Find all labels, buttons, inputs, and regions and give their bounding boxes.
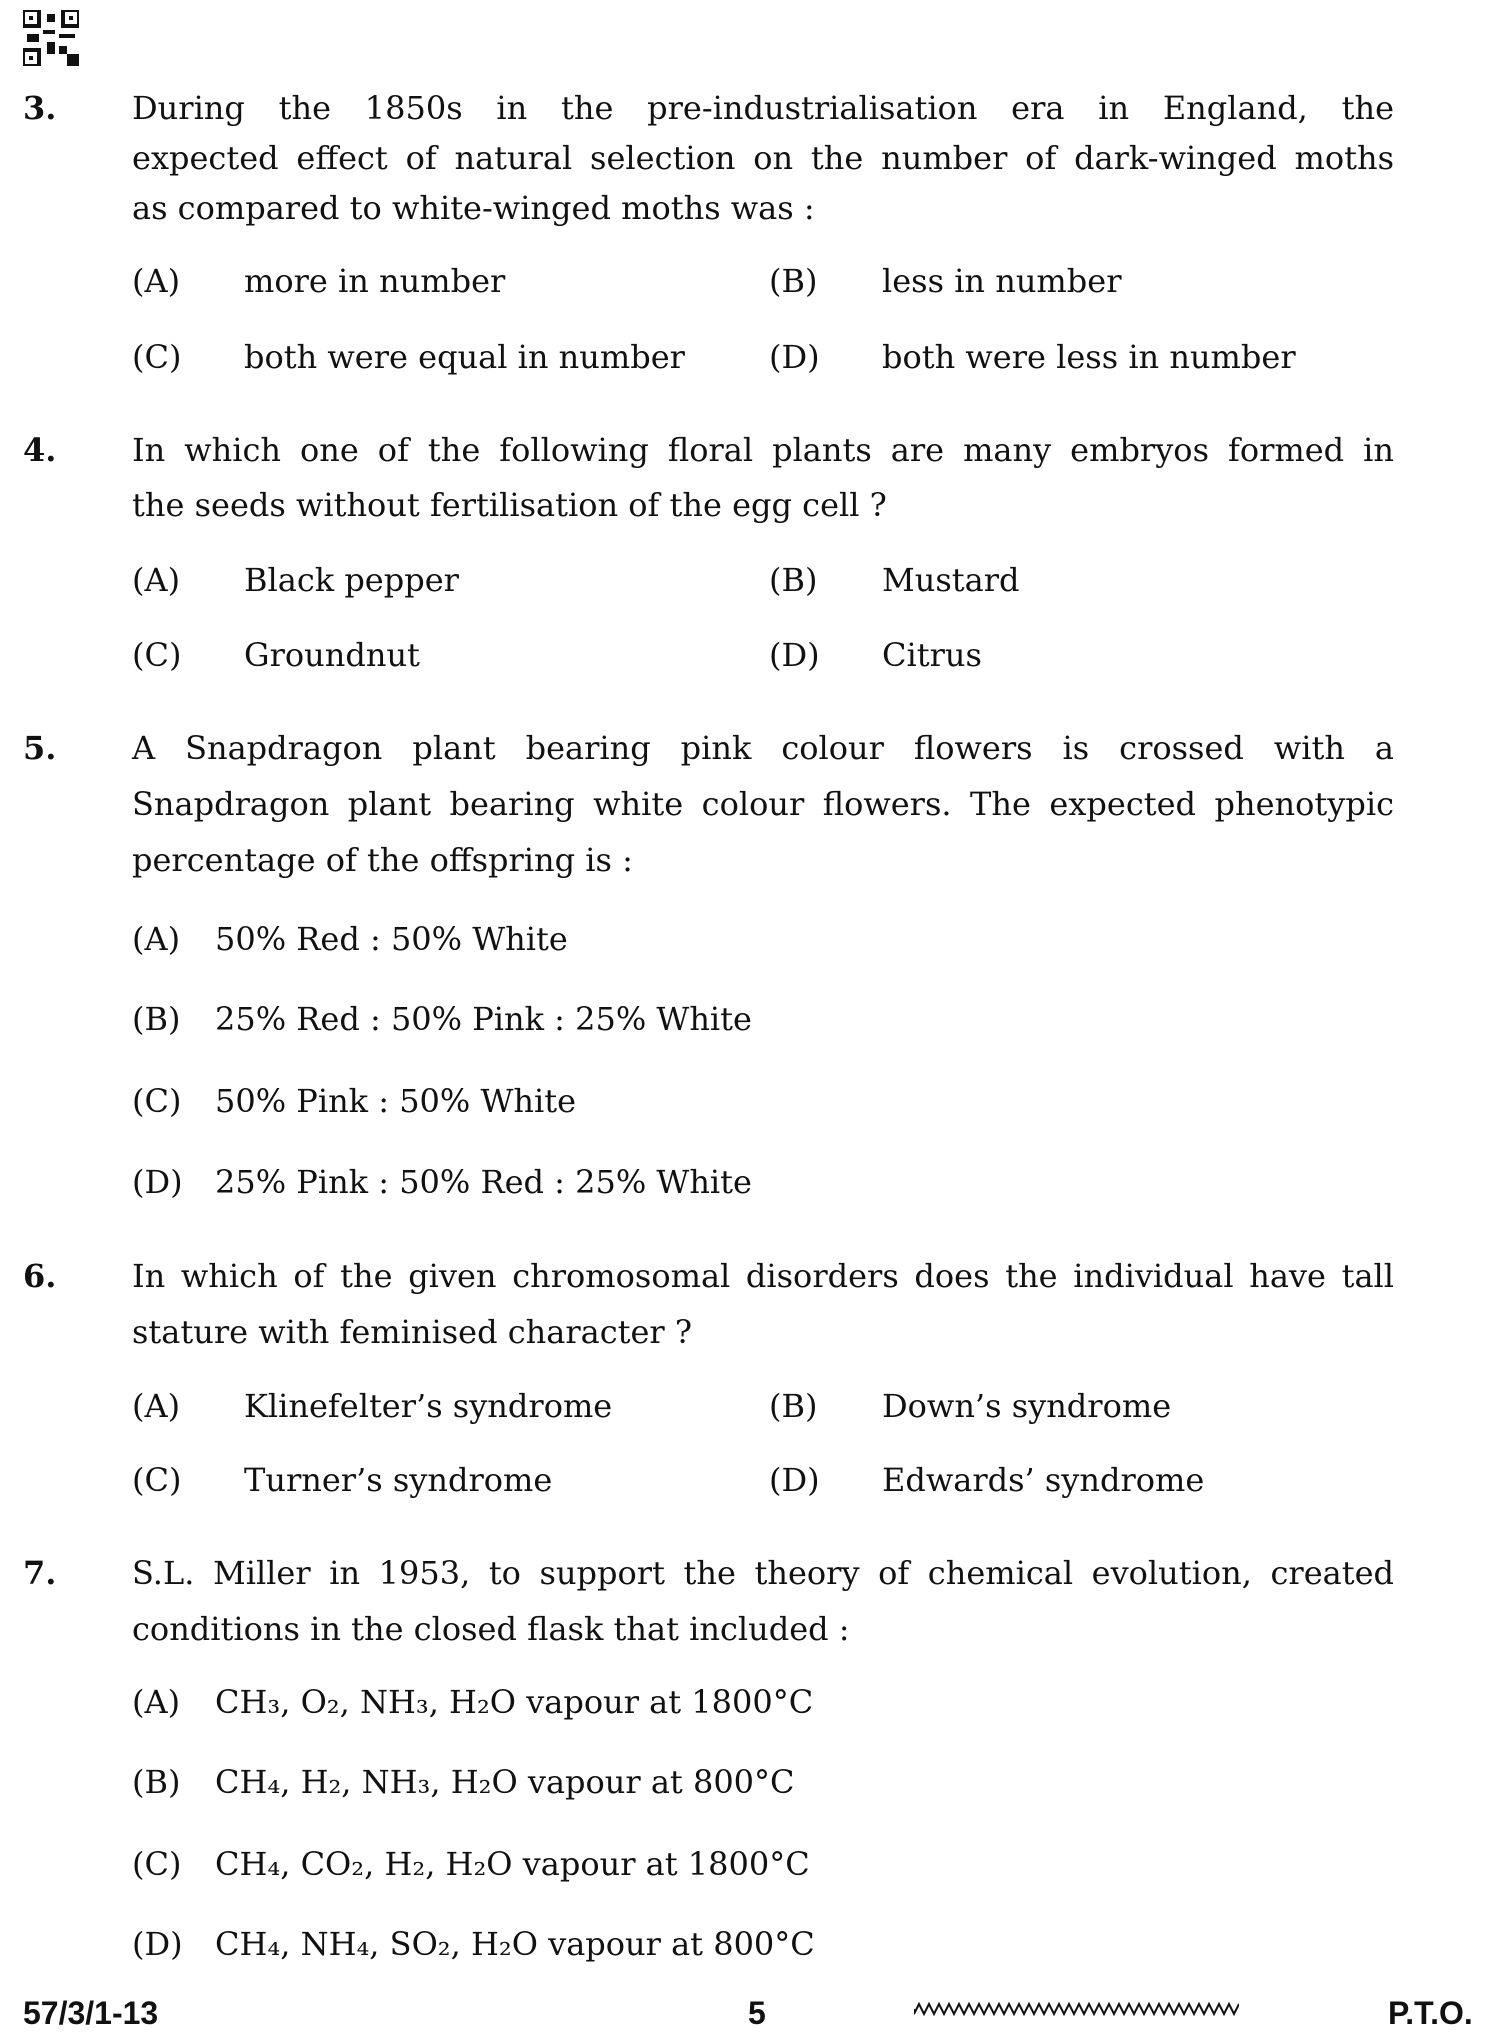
option-label: (B) <box>769 1387 818 1425</box>
question-text-line: In which one of the following floral plants are many embryos formed in <box>132 431 1394 469</box>
option-label: (C) <box>132 1461 182 1499</box>
option-label: (A) <box>132 1683 181 1721</box>
option-text: both were less in number <box>882 338 1296 376</box>
question-number: 6. <box>23 1257 57 1295</box>
option-label: (B) <box>769 262 818 300</box>
qr-code-icon <box>23 10 79 66</box>
option-text: Edwards’ syndrome <box>882 1461 1205 1499</box>
question-text-line: percentage of the offspring is : <box>132 841 633 879</box>
option-text: Black pepper <box>244 561 459 599</box>
option-label: (A) <box>132 561 181 599</box>
option-text: 25% Pink : 50% Red : 25% White <box>215 1163 752 1201</box>
question-number: 7. <box>23 1554 57 1592</box>
option-text: Down’s syndrome <box>882 1387 1172 1425</box>
option-text: Citrus <box>882 636 982 674</box>
question-text-line: In which of the given chromosomal disorders does the individual have tall <box>132 1257 1394 1295</box>
option-text: CH₄, H₂, NH₃, H₂O vapour at 800°C <box>215 1763 795 1801</box>
option-text: CH₄, NH₄, SO₂, H₂O vapour at 800°C <box>215 1925 815 1963</box>
question-text-line: During the 1850s in the pre-industrialisation era in England, the <box>132 89 1394 127</box>
question-text-line: the seeds without fertilisation of the egg cell ? <box>132 486 887 524</box>
option-text: Groundnut <box>244 636 420 674</box>
question-number: 5. <box>23 729 57 767</box>
option-label: (C) <box>132 636 182 674</box>
option-text: CH₄, CO₂, H₂, H₂O vapour at 1800°C <box>215 1845 810 1883</box>
option-label: (B) <box>769 561 818 599</box>
option-label: (D) <box>769 1461 820 1499</box>
pto-label: P.T.O. <box>1388 1995 1473 2031</box>
option-label: (D) <box>132 1163 183 1201</box>
paper-code: 57/3/1-13 <box>23 1995 159 2031</box>
option-text: CH₃, O₂, NH₃, H₂O vapour at 1800°C <box>215 1683 814 1721</box>
option-text: more in number <box>244 262 506 300</box>
option-label: (A) <box>132 262 181 300</box>
question-text-line: as compared to white-winged moths was : <box>132 189 815 227</box>
question-text-line: A Snapdragon plant bearing pink colour flowers is crossed with a <box>132 729 1394 767</box>
option-label: (D) <box>769 636 820 674</box>
option-text: less in number <box>882 262 1122 300</box>
question-text-line: stature with feminised character ? <box>132 1313 693 1351</box>
option-label: (D) <box>769 338 820 376</box>
option-label: (B) <box>132 1000 181 1038</box>
option-text: Klinefelter’s syndrome <box>244 1387 613 1425</box>
option-text: Mustard <box>882 561 1020 599</box>
question-text-line: conditions in the closed flask that included : <box>132 1610 850 1648</box>
option-label: (C) <box>132 338 182 376</box>
wavy-line-decoration <box>914 2002 1239 2016</box>
option-label: (C) <box>132 1082 182 1120</box>
question-text-line: expected effect of natural selection on the number of dark-winged moths <box>132 139 1394 177</box>
option-text: Turner’s syndrome <box>244 1461 553 1499</box>
option-label: (C) <box>132 1845 182 1883</box>
option-label: (D) <box>132 1925 183 1963</box>
option-label: (B) <box>132 1763 181 1801</box>
option-text: 25% Red : 50% Pink : 25% White <box>215 1000 752 1038</box>
option-text: both were equal in number <box>244 338 685 376</box>
page-number: 5 <box>748 1995 766 2031</box>
question-number: 4. <box>23 431 57 469</box>
question-text-line: Snapdragon plant bearing white colour flowers. The expected phenotypic <box>132 785 1394 823</box>
question-text-line: S.L. Miller in 1953, to support the theory of chemical evolution, created <box>132 1554 1394 1592</box>
option-label: (A) <box>132 1387 181 1425</box>
option-text: 50% Red : 50% White <box>215 920 568 958</box>
option-label: (A) <box>132 920 181 958</box>
question-number: 3. <box>23 89 57 127</box>
option-text: 50% Pink : 50% White <box>215 1082 577 1120</box>
